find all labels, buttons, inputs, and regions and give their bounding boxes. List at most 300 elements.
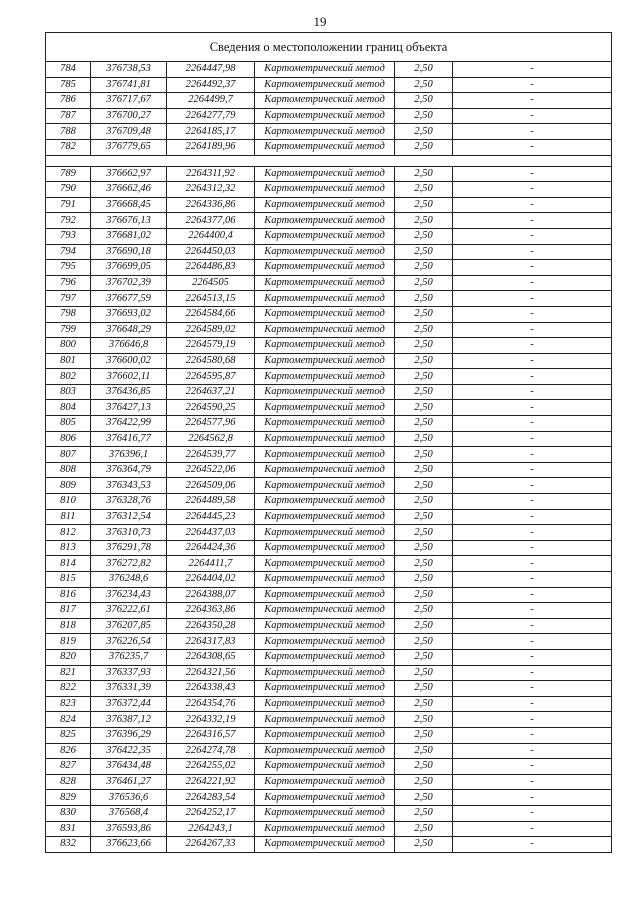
point-number-cell: 793 [46, 228, 91, 244]
y-coordinate-cell: 2264377,06 [167, 213, 255, 229]
y-coordinate-cell: 2264308,65 [167, 649, 255, 665]
accuracy-cell: 2,50 [395, 727, 453, 743]
description-cell: - [453, 322, 612, 338]
table-row [46, 572, 612, 588]
y-coordinate-cell: 2264332,19 [167, 712, 255, 728]
x-coordinate-cell: 376291,78 [91, 540, 167, 556]
y-coordinate-cell: 2264267,33 [167, 837, 255, 853]
method-cell: Картометрический метод [255, 197, 395, 213]
method-cell: Картометрический метод [255, 139, 395, 155]
accuracy-cell: 2,50 [395, 353, 453, 369]
y-coordinate-cell: 2264354,76 [167, 696, 255, 712]
y-coordinate-cell: 2264185,17 [167, 124, 255, 140]
point-number-cell: 817 [46, 603, 91, 619]
x-coordinate-cell: 376226,54 [91, 634, 167, 650]
y-coordinate-cell: 2264243,1 [167, 821, 255, 837]
y-coordinate-cell: 2264404,02 [167, 572, 255, 588]
table-row [46, 743, 612, 759]
x-coordinate-cell: 376422,35 [91, 743, 167, 759]
point-number-cell: 811 [46, 509, 91, 525]
point-number-cell: 808 [46, 462, 91, 478]
accuracy-cell: 2,50 [395, 759, 453, 775]
method-cell: Картометрический метод [255, 462, 395, 478]
x-coordinate-cell: 376623,66 [91, 837, 167, 853]
method-cell: Картометрический метод [255, 759, 395, 775]
x-coordinate-cell: 376372,44 [91, 696, 167, 712]
description-cell: - [453, 681, 612, 697]
method-cell: Картометрический метод [255, 447, 395, 463]
x-coordinate-cell: 376343,53 [91, 478, 167, 494]
method-cell: Картометрический метод [255, 743, 395, 759]
description-cell: - [453, 197, 612, 213]
x-coordinate-cell: 376593,86 [91, 821, 167, 837]
method-cell: Картометрический метод [255, 416, 395, 432]
method-cell: Картометрический метод [255, 322, 395, 338]
accuracy-cell: 2,50 [395, 462, 453, 478]
table-row [46, 213, 612, 229]
method-cell: Картометрический метод [255, 369, 395, 385]
point-number-cell: 822 [46, 681, 91, 697]
description-cell: - [453, 712, 612, 728]
accuracy-cell: 2,50 [395, 525, 453, 541]
table-body [46, 33, 612, 853]
page-number: 19 [313, 14, 327, 29]
description-cell: - [453, 275, 612, 291]
point-number-cell: 806 [46, 431, 91, 447]
y-coordinate-cell: 2264388,07 [167, 587, 255, 603]
description-cell: - [453, 665, 612, 681]
description-cell: - [453, 62, 612, 78]
table-row [46, 228, 612, 244]
method-cell: Картометрический метод [255, 587, 395, 603]
point-number-cell: 796 [46, 275, 91, 291]
accuracy-cell: 2,50 [395, 306, 453, 322]
x-coordinate-cell: 376328,76 [91, 494, 167, 510]
table-row [46, 431, 612, 447]
accuracy-cell: 2,50 [395, 665, 453, 681]
table-row [46, 182, 612, 198]
point-number-cell: 803 [46, 384, 91, 400]
method-cell: Картометрический метод [255, 837, 395, 853]
table-row [46, 338, 612, 354]
accuracy-cell: 2,50 [395, 774, 453, 790]
table-row [46, 62, 612, 78]
accuracy-cell: 2,50 [395, 431, 453, 447]
point-number-cell: 815 [46, 572, 91, 588]
method-cell: Картометрический метод [255, 124, 395, 140]
x-coordinate-cell: 376741,81 [91, 77, 167, 93]
x-coordinate-cell: 376312,54 [91, 509, 167, 525]
point-number-cell: 816 [46, 587, 91, 603]
accuracy-cell: 2,50 [395, 572, 453, 588]
description-cell: - [453, 431, 612, 447]
accuracy-cell: 2,50 [395, 618, 453, 634]
x-coordinate-cell: 376396,1 [91, 447, 167, 463]
point-number-cell: 799 [46, 322, 91, 338]
table-row [46, 587, 612, 603]
x-coordinate-cell: 376427,13 [91, 400, 167, 416]
method-cell: Картометрический метод [255, 213, 395, 229]
point-number-cell: 813 [46, 540, 91, 556]
x-coordinate-cell: 376662,46 [91, 182, 167, 198]
description-cell: - [453, 618, 612, 634]
x-coordinate-cell: 376364,79 [91, 462, 167, 478]
y-coordinate-cell: 2264411,7 [167, 556, 255, 572]
table-row [46, 384, 612, 400]
table-row [46, 494, 612, 510]
point-number-cell: 820 [46, 649, 91, 665]
description-cell: - [453, 774, 612, 790]
point-number-cell: 788 [46, 124, 91, 140]
x-coordinate-cell: 376422,99 [91, 416, 167, 432]
description-cell: - [453, 353, 612, 369]
point-number-cell: 830 [46, 805, 91, 821]
y-coordinate-cell: 2264252,17 [167, 805, 255, 821]
description-cell: - [453, 338, 612, 354]
point-number-cell: 789 [46, 166, 91, 182]
method-cell: Картометрический метод [255, 478, 395, 494]
point-number-cell: 787 [46, 108, 91, 124]
point-number-cell: 805 [46, 416, 91, 432]
description-cell: - [453, 139, 612, 155]
accuracy-cell: 2,50 [395, 603, 453, 619]
description-cell: - [453, 509, 612, 525]
table-row [46, 139, 612, 155]
point-number-cell: 798 [46, 306, 91, 322]
y-coordinate-cell: 2264450,03 [167, 244, 255, 260]
table-row [46, 447, 612, 463]
table-row [46, 462, 612, 478]
y-coordinate-cell: 2264499,7 [167, 93, 255, 109]
description-cell: - [453, 166, 612, 182]
method-cell: Картометрический метод [255, 649, 395, 665]
table-row [46, 774, 612, 790]
y-coordinate-cell: 2264338,43 [167, 681, 255, 697]
x-coordinate-cell: 376387,12 [91, 712, 167, 728]
y-coordinate-cell: 2264539,77 [167, 447, 255, 463]
method-cell: Картометрический метод [255, 696, 395, 712]
y-coordinate-cell: 2264580,68 [167, 353, 255, 369]
y-coordinate-cell: 2264589,02 [167, 322, 255, 338]
y-coordinate-cell: 2264486,83 [167, 260, 255, 276]
x-coordinate-cell: 376310,73 [91, 525, 167, 541]
point-number-cell: 810 [46, 494, 91, 510]
description-cell: - [453, 400, 612, 416]
point-number-cell: 814 [46, 556, 91, 572]
y-coordinate-cell: 2264509,06 [167, 478, 255, 494]
x-coordinate-cell: 376702,39 [91, 275, 167, 291]
accuracy-cell: 2,50 [395, 166, 453, 182]
point-number-cell: 809 [46, 478, 91, 494]
point-number-cell: 794 [46, 244, 91, 260]
table-row [46, 478, 612, 494]
separator-cell [46, 155, 612, 166]
x-coordinate-cell: 376234,43 [91, 587, 167, 603]
y-coordinate-cell: 2264317,83 [167, 634, 255, 650]
y-coordinate-cell: 2264400,4 [167, 228, 255, 244]
table-row [46, 727, 612, 743]
method-cell: Картометрический метод [255, 774, 395, 790]
accuracy-cell: 2,50 [395, 821, 453, 837]
accuracy-cell: 2,50 [395, 108, 453, 124]
table-row [46, 556, 612, 572]
method-cell: Картометрический метод [255, 540, 395, 556]
description-cell: - [453, 462, 612, 478]
table-row [46, 790, 612, 806]
x-coordinate-cell: 376717,67 [91, 93, 167, 109]
method-cell: Картометрический метод [255, 572, 395, 588]
x-coordinate-cell: 376709,48 [91, 124, 167, 140]
y-coordinate-cell: 2264283,54 [167, 790, 255, 806]
description-cell: - [453, 790, 612, 806]
table-row [46, 260, 612, 276]
description-cell: - [453, 649, 612, 665]
description-cell: - [453, 805, 612, 821]
y-coordinate-cell: 2264321,56 [167, 665, 255, 681]
method-cell: Картометрический метод [255, 182, 395, 198]
y-coordinate-cell: 2264189,96 [167, 139, 255, 155]
description-cell: - [453, 572, 612, 588]
point-number-cell: 802 [46, 369, 91, 385]
method-cell: Картометрический метод [255, 260, 395, 276]
accuracy-cell: 2,50 [395, 509, 453, 525]
y-coordinate-cell: 2264577,96 [167, 416, 255, 432]
method-cell: Картометрический метод [255, 291, 395, 307]
accuracy-cell: 2,50 [395, 291, 453, 307]
method-cell: Картометрический метод [255, 665, 395, 681]
accuracy-cell: 2,50 [395, 228, 453, 244]
accuracy-cell: 2,50 [395, 837, 453, 853]
accuracy-cell: 2,50 [395, 62, 453, 78]
accuracy-cell: 2,50 [395, 649, 453, 665]
x-coordinate-cell: 376235,7 [91, 649, 167, 665]
x-coordinate-cell: 376434,48 [91, 759, 167, 775]
table-row [46, 400, 612, 416]
description-cell: - [453, 727, 612, 743]
point-number-cell: 832 [46, 837, 91, 853]
x-coordinate-cell: 376662,97 [91, 166, 167, 182]
y-coordinate-cell: 2264277,79 [167, 108, 255, 124]
accuracy-cell: 2,50 [395, 275, 453, 291]
y-coordinate-cell: 2264595,87 [167, 369, 255, 385]
description-cell: - [453, 77, 612, 93]
table-row [46, 603, 612, 619]
point-number-cell: 784 [46, 62, 91, 78]
x-coordinate-cell: 376272,82 [91, 556, 167, 572]
table-row [46, 77, 612, 93]
point-number-cell: 786 [46, 93, 91, 109]
table-row [46, 244, 612, 260]
y-coordinate-cell: 2264637,21 [167, 384, 255, 400]
y-coordinate-cell: 2264447,98 [167, 62, 255, 78]
accuracy-cell: 2,50 [395, 790, 453, 806]
accuracy-cell: 2,50 [395, 244, 453, 260]
point-number-cell: 790 [46, 182, 91, 198]
point-number-cell: 821 [46, 665, 91, 681]
x-coordinate-cell: 376602,11 [91, 369, 167, 385]
table-row [46, 197, 612, 213]
table-row [46, 124, 612, 140]
description-cell: - [453, 416, 612, 432]
x-coordinate-cell: 376568,4 [91, 805, 167, 821]
method-cell: Картометрический метод [255, 618, 395, 634]
description-cell: - [453, 759, 612, 775]
description-cell: - [453, 182, 612, 198]
x-coordinate-cell: 376676,13 [91, 213, 167, 229]
method-cell: Картометрический метод [255, 384, 395, 400]
x-coordinate-cell: 376207,85 [91, 618, 167, 634]
boundary-coordinates-table [45, 32, 612, 853]
table-row [46, 166, 612, 182]
accuracy-cell: 2,50 [395, 182, 453, 198]
description-cell: - [453, 540, 612, 556]
x-coordinate-cell: 376222,61 [91, 603, 167, 619]
accuracy-cell: 2,50 [395, 338, 453, 354]
description-cell: - [453, 837, 612, 853]
x-coordinate-cell: 376779,65 [91, 139, 167, 155]
description-cell: - [453, 478, 612, 494]
accuracy-cell: 2,50 [395, 494, 453, 510]
method-cell: Картометрический метод [255, 805, 395, 821]
table-row [46, 618, 612, 634]
method-cell: Картометрический метод [255, 821, 395, 837]
table-row [46, 805, 612, 821]
x-coordinate-cell: 376461,27 [91, 774, 167, 790]
description-cell: - [453, 696, 612, 712]
x-coordinate-cell: 376700,27 [91, 108, 167, 124]
x-coordinate-cell: 376436,85 [91, 384, 167, 400]
description-cell: - [453, 291, 612, 307]
method-cell: Картометрический метод [255, 77, 395, 93]
method-cell: Картометрический метод [255, 400, 395, 416]
point-number-cell: 795 [46, 260, 91, 276]
method-cell: Картометрический метод [255, 603, 395, 619]
point-number-cell: 825 [46, 727, 91, 743]
x-coordinate-cell: 376600,02 [91, 353, 167, 369]
description-cell: - [453, 93, 612, 109]
method-cell: Картометрический метод [255, 790, 395, 806]
method-cell: Картометрический метод [255, 681, 395, 697]
point-number-cell: 829 [46, 790, 91, 806]
description-cell: - [453, 634, 612, 650]
point-number-cell: 791 [46, 197, 91, 213]
method-cell: Картометрический метод [255, 712, 395, 728]
description-cell: - [453, 306, 612, 322]
accuracy-cell: 2,50 [395, 478, 453, 494]
method-cell: Картометрический метод [255, 244, 395, 260]
accuracy-cell: 2,50 [395, 681, 453, 697]
table-row [46, 291, 612, 307]
accuracy-cell: 2,50 [395, 213, 453, 229]
point-number-cell: 819 [46, 634, 91, 650]
y-coordinate-cell: 2264505 [167, 275, 255, 291]
y-coordinate-cell: 2264522,06 [167, 462, 255, 478]
method-cell: Картометрический метод [255, 62, 395, 78]
y-coordinate-cell: 2264513,15 [167, 291, 255, 307]
table-row [46, 108, 612, 124]
y-coordinate-cell: 2264221,92 [167, 774, 255, 790]
accuracy-cell: 2,50 [395, 447, 453, 463]
point-number-cell: 807 [46, 447, 91, 463]
y-coordinate-cell: 2264255,02 [167, 759, 255, 775]
x-coordinate-cell: 376699,05 [91, 260, 167, 276]
point-number-cell: 804 [46, 400, 91, 416]
accuracy-cell: 2,50 [395, 77, 453, 93]
x-coordinate-cell: 376693,02 [91, 306, 167, 322]
table-row [46, 416, 612, 432]
x-coordinate-cell: 376648,29 [91, 322, 167, 338]
table-row [46, 306, 612, 322]
description-cell: - [453, 525, 612, 541]
table-row [46, 649, 612, 665]
table-row [46, 540, 612, 556]
method-cell: Картометрический метод [255, 228, 395, 244]
table-row [46, 696, 612, 712]
y-coordinate-cell: 2264562,8 [167, 431, 255, 447]
table-row [46, 821, 612, 837]
description-cell: - [453, 603, 612, 619]
description-cell: - [453, 384, 612, 400]
x-coordinate-cell: 376337,93 [91, 665, 167, 681]
accuracy-cell: 2,50 [395, 260, 453, 276]
method-cell: Картометрический метод [255, 431, 395, 447]
method-cell: Картометрический метод [255, 634, 395, 650]
table-title-row [46, 33, 612, 62]
table-row [46, 369, 612, 385]
table-row [46, 712, 612, 728]
accuracy-cell: 2,50 [395, 369, 453, 385]
table-title: Сведения о местоположении границ объекта [46, 33, 612, 62]
y-coordinate-cell: 2264492,37 [167, 77, 255, 93]
method-cell: Картометрический метод [255, 108, 395, 124]
y-coordinate-cell: 2264590,25 [167, 400, 255, 416]
x-coordinate-cell: 376331,39 [91, 681, 167, 697]
point-number-cell: 824 [46, 712, 91, 728]
y-coordinate-cell: 2264424,36 [167, 540, 255, 556]
y-coordinate-cell: 2264584,66 [167, 306, 255, 322]
x-coordinate-cell: 376681,02 [91, 228, 167, 244]
separator-row [46, 155, 612, 166]
description-cell: - [453, 260, 612, 276]
x-coordinate-cell: 376536,6 [91, 790, 167, 806]
description-cell: - [453, 124, 612, 140]
description-cell: - [453, 228, 612, 244]
x-coordinate-cell: 376396,29 [91, 727, 167, 743]
y-coordinate-cell: 2264445,23 [167, 509, 255, 525]
description-cell: - [453, 556, 612, 572]
accuracy-cell: 2,50 [395, 400, 453, 416]
method-cell: Картометрический метод [255, 166, 395, 182]
y-coordinate-cell: 2264363,86 [167, 603, 255, 619]
y-coordinate-cell: 2264336,86 [167, 197, 255, 213]
point-number-cell: 828 [46, 774, 91, 790]
accuracy-cell: 2,50 [395, 540, 453, 556]
y-coordinate-cell: 2264312,32 [167, 182, 255, 198]
point-number-cell: 797 [46, 291, 91, 307]
point-number-cell: 792 [46, 213, 91, 229]
accuracy-cell: 2,50 [395, 197, 453, 213]
method-cell: Картометрический метод [255, 306, 395, 322]
y-coordinate-cell: 2264489,58 [167, 494, 255, 510]
point-number-cell: 827 [46, 759, 91, 775]
description-cell: - [453, 213, 612, 229]
description-cell: - [453, 821, 612, 837]
accuracy-cell: 2,50 [395, 805, 453, 821]
point-number-cell: 782 [46, 139, 91, 155]
accuracy-cell: 2,50 [395, 696, 453, 712]
accuracy-cell: 2,50 [395, 124, 453, 140]
accuracy-cell: 2,50 [395, 416, 453, 432]
